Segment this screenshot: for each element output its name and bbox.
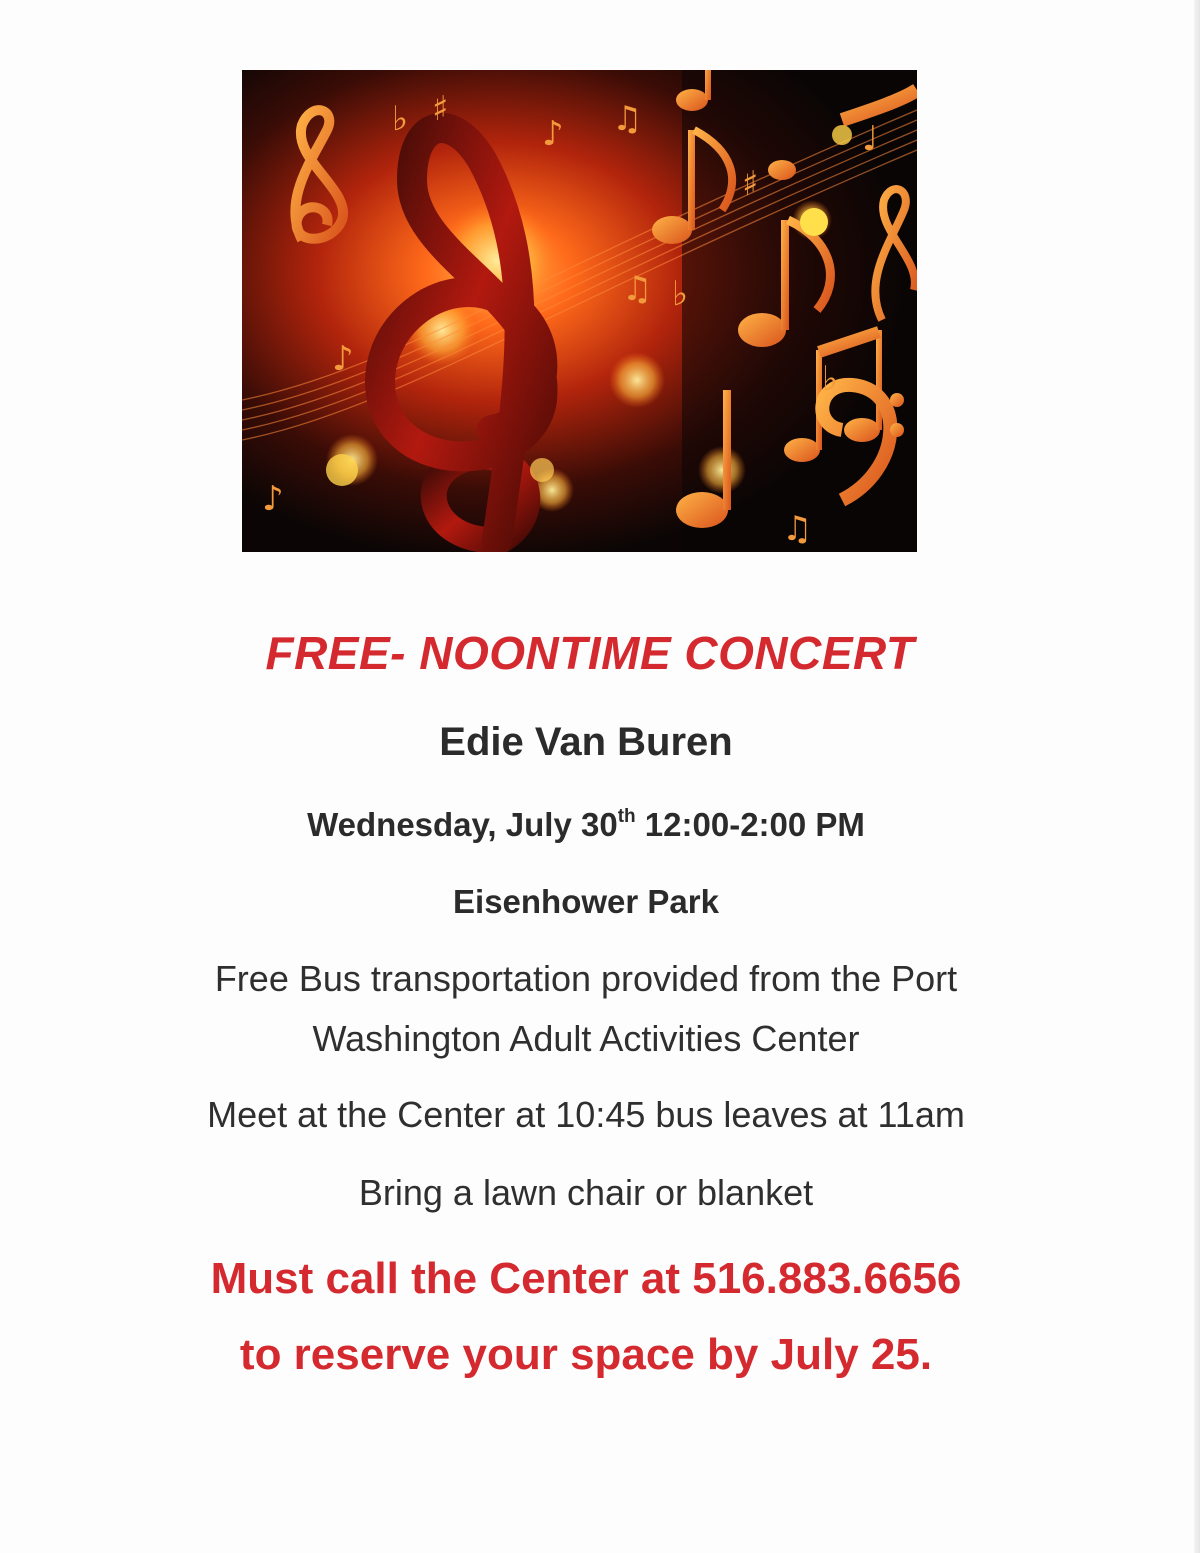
svg-text:♪: ♪ bbox=[262, 479, 284, 519]
svg-text:♭: ♭ bbox=[672, 274, 689, 314]
bus-info-line-1: Free Bus transportation provided from the Port bbox=[214, 958, 958, 999]
music-notes-icon bbox=[242, 70, 917, 552]
event-time: 12:00-2:00 PM bbox=[644, 806, 865, 843]
reservation-call-line-2: to reserve your space by July 25. bbox=[239, 1330, 933, 1379]
svg-text:♫: ♫ bbox=[612, 99, 643, 139]
svg-text:♭: ♭ bbox=[822, 359, 839, 399]
reservation-call-line-1: Must call the Center at 516.883.6656 bbox=[210, 1254, 962, 1303]
concert-headline: FREE- NOONTIME CONCERT bbox=[265, 627, 915, 679]
performer-name: Edie Van Buren bbox=[439, 720, 733, 764]
svg-text:♯: ♯ bbox=[742, 164, 759, 204]
svg-text:♫: ♫ bbox=[622, 269, 653, 309]
event-datetime bbox=[0, 806, 1186, 844]
bus-info-line-2: Washington Adult Activities Center bbox=[312, 1018, 860, 1059]
date-ordinal-suffix: th bbox=[617, 806, 636, 827]
svg-text:♪: ♪ bbox=[542, 114, 564, 154]
event-venue: Eisenhower Park bbox=[453, 883, 719, 920]
svg-text:♩: ♩ bbox=[862, 119, 879, 159]
music-notes-illustration bbox=[242, 70, 917, 552]
event-date: Wednesday, July 30 bbox=[307, 806, 618, 843]
meeting-time-info: Meet at the Center at 10:45 bus leaves at 11am bbox=[207, 1094, 965, 1135]
svg-text:♫: ♫ bbox=[782, 509, 813, 549]
scan-edge bbox=[1194, 0, 1200, 1553]
bring-items-info: Bring a lawn chair or blanket bbox=[358, 1172, 814, 1213]
svg-text:♭: ♭ bbox=[392, 99, 409, 139]
svg-text:♯: ♯ bbox=[432, 89, 449, 129]
svg-text:♪: ♪ bbox=[332, 339, 354, 379]
